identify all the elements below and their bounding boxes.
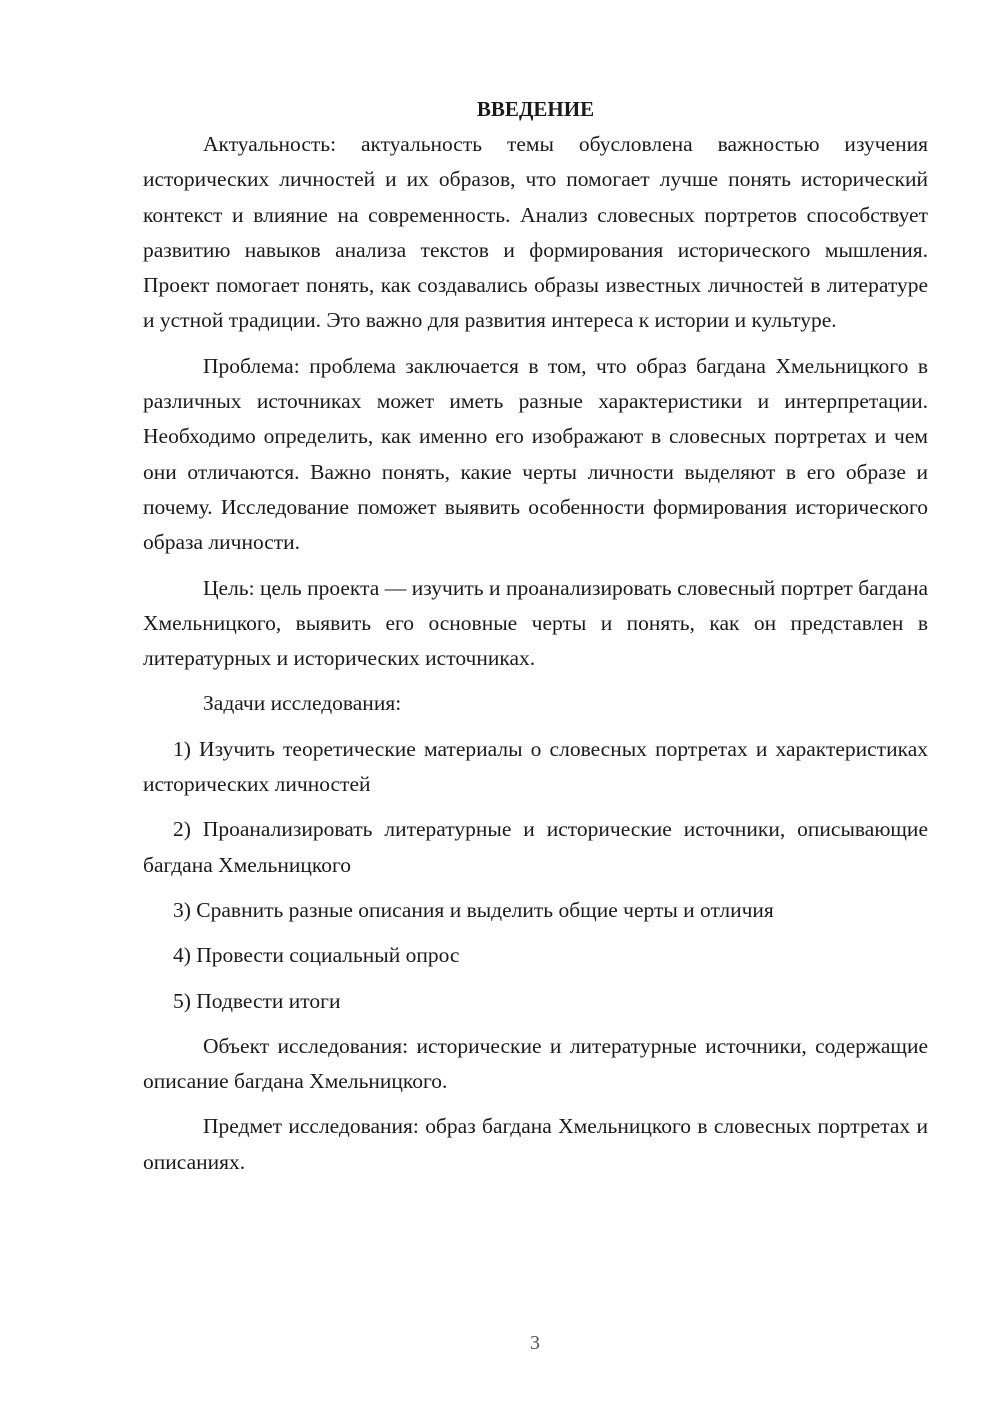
- page-number: 3: [530, 1332, 540, 1354]
- page-content: [143, 92, 928, 1190]
- task-item: 5) Подвести итоги: [173, 988, 341, 1013]
- task-item: 2) Проанализировать литературные и исторические источники, описывающие багдана Хмельницкого: [143, 817, 928, 877]
- tasks-heading: Задачи исследования:: [203, 691, 402, 716]
- goal-paragraph: Цель: цель проекта — изучить и проанализировать словесный портрет багдана Хмельницкого, выявить его основные черты и понять, как он представлен в литературных и исторических источниках.: [143, 575, 928, 671]
- section-title: ВВЕДЕНИЕ: [476, 97, 595, 121]
- task-item: 4) Провести социальный опрос: [173, 943, 460, 968]
- object-paragraph: Объект исследования: исторические и литературные источники, содержащие описание багдана Хмельницкого.: [143, 1033, 928, 1094]
- task-item: 1) Изучить теоретические материалы о словесных портретах и характеристиках исторических личностей: [143, 736, 928, 797]
- relevance-paragraph: Актуальность: актуальность темы обусловлена важностью изучения исторических личностей и их образов, что помогает лучше понять исторический контекст и влияние на современность. Анализ словесных портретов способствует развитию навыков анализа текстов и формирования исторического мышления. Проект помогает понять, как создавались образы известных личностей в литературе и устной традиции. Это важно для развития интереса к истории и культуре.: [143, 132, 928, 333]
- task-item: 3) Сравнить разные описания и выделить общие черты и отличия: [173, 897, 774, 922]
- problem-paragraph: Проблема: проблема заключается в том, что образ багдана Хмельницкого в различных источниках может иметь разные характеристики и интерпретации. Необходимо определить, как именно его изображают в словесных портретах и чем они отличаются. Важно понять, какие черты личности выделяют в его образе и почему. Исследование поможет выявить особенности формирования исторического образа личности.: [143, 353, 928, 555]
- subject-paragraph: Предмет исследования: образ багдана Хмельницкого в словесных портретах и описаниях.: [143, 1114, 928, 1174]
